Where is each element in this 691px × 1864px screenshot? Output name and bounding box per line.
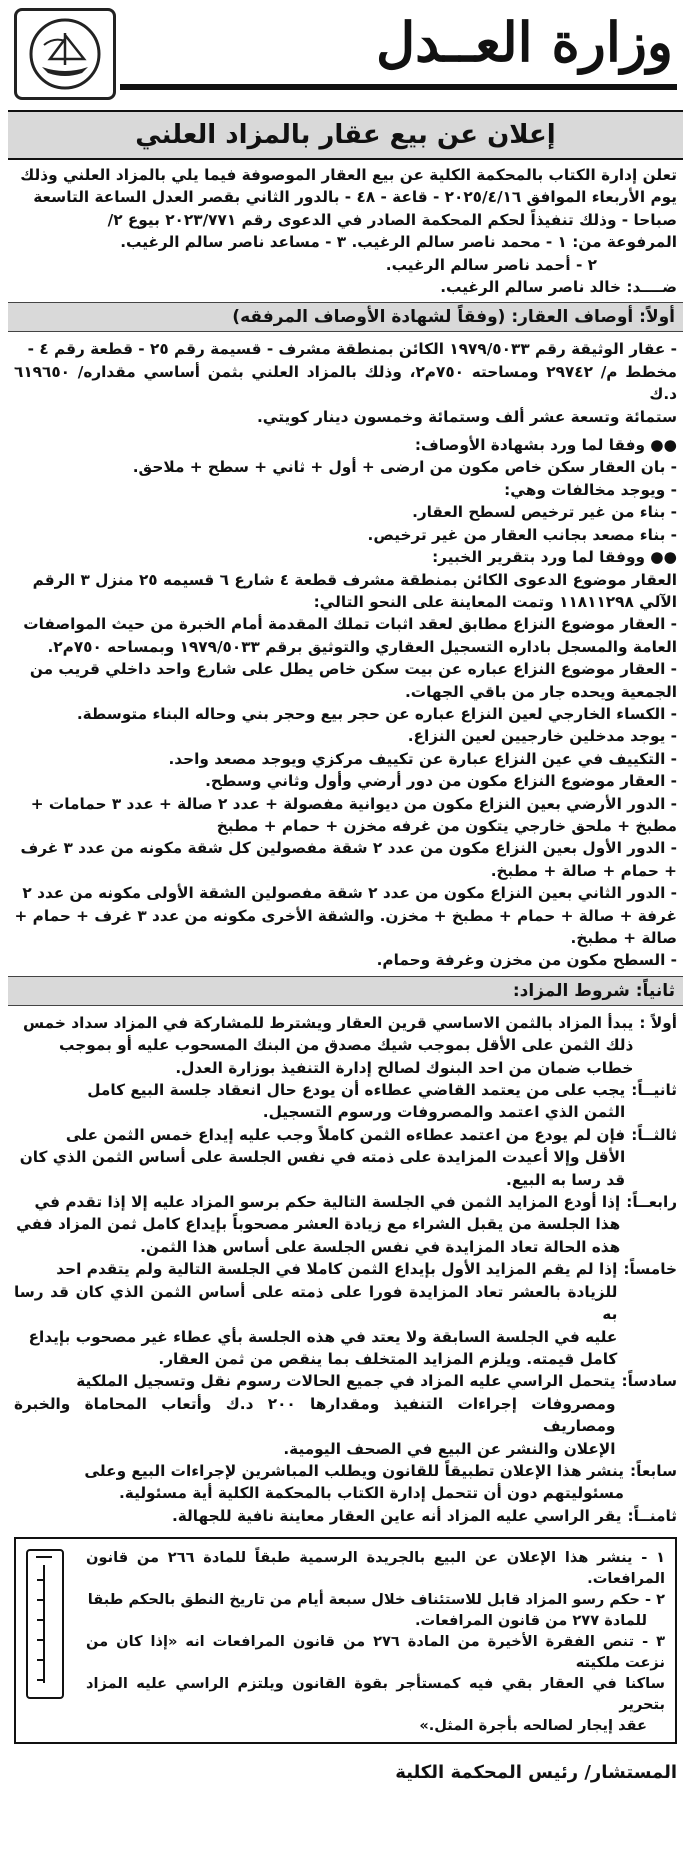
condition-line: ينشر هذا الإعلان تطبيقاً للقانون ويطلب المباشرين لإجراءات البيع وعلى	[84, 1461, 624, 1480]
ministry-title: وزارة العــدل	[375, 10, 673, 74]
condition-line: يبدأ المزاد بالثمن الاساسي قرين العقار ويشترط للمشاركة في المزاد سداد خمس	[23, 1013, 634, 1032]
condition-line: ذلك الثمن على الأقل بموجب شيك مصدق من البنك المسحوب عليه أو بموجب	[59, 1036, 634, 1055]
section1-line: ●● وفقا لما ورد بشهادة الأوصاف:	[414, 436, 677, 455]
condition-line: يتحمل الراسي عليه المزاد في جميع الحالات رسوم نقل وتسجيل الملكية	[76, 1372, 616, 1391]
intro-line: ٢ - أحمد ناصر سالم الرغيب.	[385, 255, 597, 274]
condition-line: هذا الجلسة من يقبل الشراء مع زيادة العشر مصحوباً بإيداع كامل ثمن المزاد ففي	[16, 1215, 621, 1234]
condition-line: كامل قيمته. ويلزم المزايد المتخلف بما ينقص من ثمن العقار.	[158, 1349, 618, 1368]
note-line: للمادة ٢٧٧ من قانون المرافعات.	[415, 1612, 647, 1630]
condition-item	[14, 1258, 677, 1370]
condition-line: إذا لم يقم المزايد الأول بإيداع الثمن كاملا في الجلسة التالية ولم يتقدم احد	[56, 1260, 618, 1279]
condition-label: سادساً:	[621, 1372, 677, 1391]
header-rule	[120, 84, 677, 90]
section1-line: العقار موضوع الدعوى الكائن بمنطقة مشرف قطعة ٤ شارع ٦ قسيمه ٢٥ منزل ٣ الرقم	[32, 570, 677, 589]
condition-line: قد رسا به البيع.	[506, 1170, 626, 1189]
condition-line: يقر الراسي عليه المزاد أنه عاين العقار معاينة نافية للجهالة.	[171, 1506, 622, 1525]
section1-line: - الدور الأرضي بعين النزاع مكون من ديوانية مفصولة + عدد ٢ صالة + عدد ٣ حمامات +	[30, 794, 677, 813]
note-line: ٣ - تنص الفقرة الأخيرة من المادة ٢٧٦ من قانون المرافعات انه «إذا كان من نزعت ملكيته	[86, 1633, 665, 1672]
condition-label: سابعاً:	[629, 1461, 677, 1480]
header	[8, 6, 683, 104]
notice-subtitle: إعلان عن بيع عقار بالمزاد العلني	[135, 120, 556, 150]
section2-body	[14, 1012, 677, 1527]
condition-label: ثالثــاً:	[631, 1125, 677, 1144]
intro-block	[14, 164, 677, 298]
condition-line: إذا أودع المزايد الثمن في الجلسة التالية حكم برسو المزاد عليه إلا إذا تقدم في	[34, 1193, 621, 1212]
condition-item	[14, 1079, 677, 1124]
section1-line: العامة والمسجل باداره التسجيل العقاري والتوثيق برقم ١٩٧٩/٥٠٣٣ وبمساحه ٧٥٠م٢.	[47, 637, 677, 656]
condition-label: رابعــاً:	[626, 1193, 677, 1212]
section1-line: مخطط م/ ٢٩٧٤٢ ومساحته ٧٥٠م٢، وذلك بالمزاد العلني بثمن أساسي مقداره/ ٦١٩٦٥٠ د.ك	[14, 362, 677, 404]
section1-line: الآلي ١١٨١١٢٩٨ وتمت المعاينة على النحو التالي:	[313, 592, 677, 611]
section1-line: - الكساء الخارجي لعين النزاع عباره عن حجر بيع وحجر بني وحاله البناء متوسطة.	[76, 704, 677, 723]
condition-item	[14, 1505, 677, 1527]
section1-line: - الدور الثاني بعين النزاع مكون من عدد ٢ شقة مفصولين الشقة الأولى مكونه من عدد ٢	[22, 884, 677, 903]
condition-label: أولاً :	[639, 1013, 677, 1032]
condition-line: مسئوليتهم دون أن تتحمل إدارة الكتاب بالمحكمة الكلية أية مسئولية.	[118, 1484, 624, 1503]
intro-line: صباحا - وذلك تنفيذاً لحكم المحكمة الصادر في الدعوى رقم ٢٠٢٣/٧٧١ بيوع ٢/	[107, 210, 677, 229]
condition-line: ومصروفات إجراءات التنفيذ ومقدارها ٢٠٠ د.ك وأتعاب المحاماة والخبرة ومصاريف	[14, 1394, 616, 1436]
section1-line: - بان العقار سكن خاص مكون من ارضى + أول + ثاني + سطح + ملاحق.	[132, 458, 677, 477]
notes-box	[14, 1537, 677, 1744]
section1-line: - بناء مصعد بجانب العقار من غير ترخيص.	[367, 525, 677, 544]
condition-item	[14, 1012, 677, 1079]
condition-line: فإن لم يودع من اعتمد عطاءه الثمن كاملاً وجب عليه إيداع خمس الثمن على	[65, 1125, 626, 1144]
subtitle-bar	[8, 110, 683, 160]
section1-line: ●● ووفقا لما ورد بتقرير الخبير:	[432, 548, 677, 567]
condition-line: هذه الحالة تعاد المزايدة في نفس الجلسة على أساس هذا الثمن.	[140, 1237, 621, 1256]
condition-label: خامساً:	[623, 1260, 677, 1279]
intro-line: المرفوعة من: ١ - محمد ناصر سالم الرغيب. ٣ - مساعد ناصر سالم الرغيب.	[120, 233, 677, 252]
section1-heading: أولاً: أوصاف العقار: (وفقاً لشهادة الأوصاف المرفقه)	[8, 302, 683, 332]
note-line: ١ - ينشر هذا الإعلان عن البيع بالجريدة الرسمية طبقاً للمادة ٢٦٦ من قانون المرافعات.	[86, 1549, 665, 1588]
note-line: ٢ - حكم رسو المزاد قابل للاستئناف خلال سبعة أيام من تاريخ النطق بالحكم طبقا	[87, 1591, 665, 1609]
condition-label: ثامنــاً:	[627, 1506, 677, 1525]
section1-line: - عقار الوثيقة رقم ١٩٧٩/٥٠٣٣ الكائن بمنطقة مشرف - قسيمة رقم ٢٥ - قطعة رقم ٤ -	[27, 340, 677, 359]
section1-line: - العقار موضوع النزاع عباره عن بيت سكن خاص يطل على شارع واحد داخلي قريب من	[29, 660, 677, 679]
intro-line: تعلن إدارة الكتاب بالمحكمة الكلية عن بيع العقار الموصوفة فيما يلي بالمزاد العلني وذلك	[20, 166, 677, 184]
condition-item	[14, 1460, 677, 1505]
section1-line: - الدور الأول بعين النزاع مكون من عدد ٢ شقة مفصولين كل شقة مكونه من عدد ٣ غرف	[20, 839, 677, 858]
signature: المستشار/ رئيس المحكمة الكلية	[395, 1762, 677, 1784]
condition-line: يجب على من يعتمد القاضي عطاءه أن يودع حال انعقاد جلسة البيع كامل	[87, 1081, 626, 1100]
condition-line: الإعلان والنشر عن البيع في الصحف اليومية.	[283, 1439, 616, 1458]
section1-line: - العقار موضوع النزاع مكون من دور أرضي وأول وثاني وسطح.	[205, 772, 677, 791]
section1-line: + حمام + صالة + مطبخ.	[490, 861, 677, 880]
condition-item	[14, 1370, 677, 1460]
condition-line: للزيادة بالعشر تعاد المزايدة فورا على ذمته على أساس الثمن الذي كان قد رسا به	[14, 1282, 618, 1324]
intro-line: ضــــد: خالد ناصر سالم الرغيب.	[440, 278, 677, 297]
intro-line: يوم الأربعاء الموافق ٢٠٢٥/٤/١٦ - قاعة - ٤٨ - بالدور الثاني بقصر العدل الساعة التاسعة	[33, 188, 677, 207]
section1-line: مطبخ + ملحق خارجي يتكون من غرفه مخزن + حمام + مطبخ	[216, 816, 677, 835]
condition-line: خطاب ضمان من احد البنوك لصالح إدارة التنفيذ بوزارة العدل.	[175, 1058, 634, 1077]
thermometer-scale-icon	[26, 1549, 64, 1699]
condition-item	[14, 1124, 677, 1191]
condition-item	[14, 1191, 677, 1258]
note-line: ساكنا في العقار بقي فيه كمستأجر بقوة القانون ويلتزم الراسي عليه المزاد بتحرير	[86, 1675, 665, 1714]
section1-line: - يوجد مدخلين خارجيين لعين النزاع.	[407, 727, 677, 746]
condition-line: الأقل وإلا أعيدت المزايدة على ذمته في نفس الجلسة على أساس الثمن الذي كان	[19, 1148, 626, 1167]
section1-line: - السطح مكون من مخزن وغرفة وحمام.	[376, 951, 677, 970]
kuwait-emblem-icon	[14, 8, 116, 100]
notice-body	[14, 164, 677, 1785]
section1-line: الجمعية ويحده جار من باقي الجهات.	[404, 682, 677, 701]
section1-line: - بناء من غير ترخيص لسطح العقار.	[412, 503, 677, 522]
section1-line: - العقار موضوع النزاع مطابق لعقد اثبات تملك المقدمة أمام الخبرة من حيث المواصفات	[23, 615, 677, 634]
section1-line: - ويوجد مخالفات وهي:	[504, 480, 677, 499]
section1-body	[14, 338, 677, 971]
note-line: عقد إيجار لصالحه بأجرة المثل.»	[419, 1717, 647, 1735]
section2-heading: ثانياً: شروط المزاد:	[8, 976, 683, 1006]
section1-line: - التكييف في عين النزاع عبارة عن تكييف مركزي ويوجد مصعد واحد.	[168, 749, 677, 768]
section1-line: ستمائة وتسعة عشر ألف وستمائة وخمسون دينار كويتي.	[256, 407, 677, 426]
section1-line: غرفة + صالة + حمام + مطبخ + مخزن. والشقة الأخرى مكونه من عدد ٣ غرف + حمام +	[14, 906, 677, 925]
section1-line: صالة + مطبخ.	[570, 929, 677, 947]
signature-block	[14, 1762, 677, 1784]
condition-label: ثانيــاً:	[631, 1081, 677, 1100]
condition-line: الثمن الذي اعتمد والمصروفات ورسوم التسجيل.	[262, 1103, 626, 1122]
condition-line: عليه في الجلسة السابقة ولا يعتد في هذه الجلسة بأي عطاء غير مصحوب بإيداع	[28, 1327, 618, 1346]
